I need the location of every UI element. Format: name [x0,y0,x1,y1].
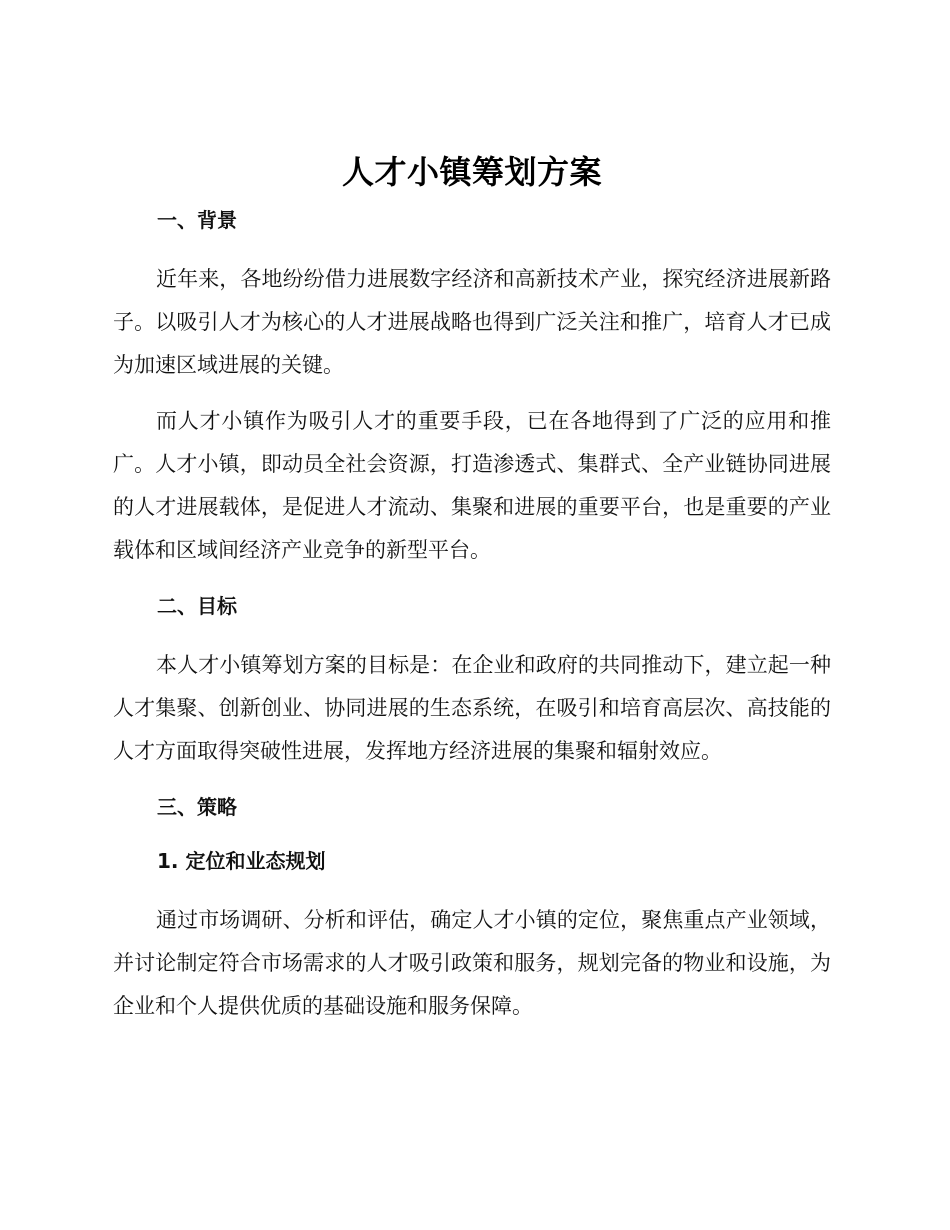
document-body [113,148,831,1028]
goal-paragraph: 本人才小镇筹划方案的目标是：在企业和政府的共同推动下，建立起一种人才集聚、创新创业、协同进展的生态系统，在吸引和培育高层次、高技能的人才方面取得突破性进展，发挥地方经济进展的集聚和辐射效应。 [113,653,831,763]
section-heading-background: 一、背景 [157,208,237,232]
strategy-paragraph: 通过市场调研、分析和评估，确定人才小镇的定位，聚焦重点产业领域，并讨论制定符合市场需求的人才吸引政策和服务，规划完备的物业和设施，为企业和个人提供优质的基础设施和服务保障。 [113,908,831,1018]
section-heading-goal: 二、目标 [157,594,237,618]
background-paragraph-2: 而人才小镇作为吸引人才的重要手段，已在各地得到了广泛的应用和推广。人才小镇，即动员全社会资源，打造渗透式、集群式、全产业链协同进展的人才进展载体，是促进人才流动、集聚和进展的重要平台，也是重要的产业载体和区域间经济产业竞争的新型平台。 [113,409,831,562]
subsection-heading-positioning: 1. 定位和业态规划 [157,849,326,873]
section-heading-strategy: 三、策略 [157,795,237,819]
document-title: 人才小镇筹划方案 [341,153,602,191]
background-paragraph-1: 近年来，各地纷纷借力进展数字经济和高新技术产业，探究经济进展新路子。以吸引人才为核心的人才进展战略也得到广泛关注和推广，培育人才已成为加速区域进展的关键。 [113,267,831,377]
